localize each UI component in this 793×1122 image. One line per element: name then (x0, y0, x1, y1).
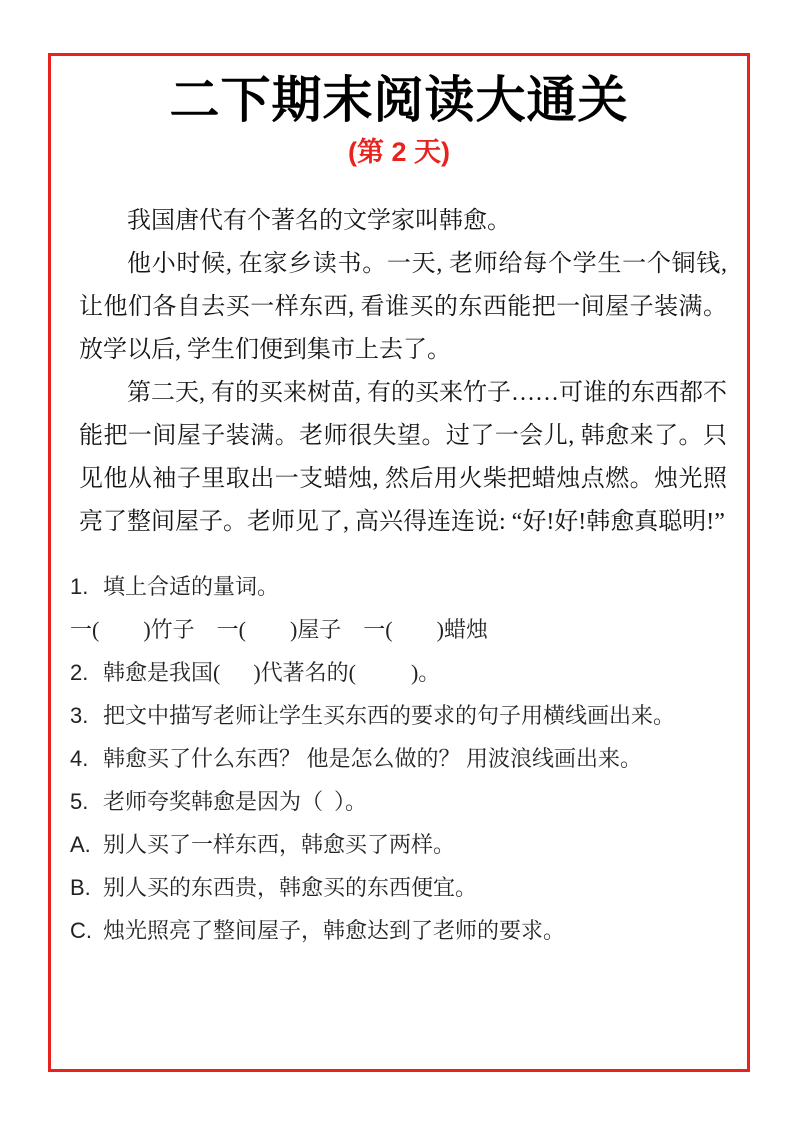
option-c-letter: C. (70, 918, 92, 943)
question-5-option-b (70, 873, 727, 903)
question-1-blanks-text: 一( )竹子 一( )屋子 一( )蜡烛 (70, 617, 488, 642)
passage-paragraph-1: 我国唐代有个著名的文学家叫韩愈。 (127, 208, 511, 234)
reading-passage (79, 200, 733, 544)
worksheet-page-frame (48, 53, 750, 1072)
question-3 (70, 701, 727, 731)
passage-paragraph-3: 第二天, 有的买来树苗, 有的买来竹子……可谁的东西都不能把一间屋子装满。老师很失望。过了一会儿, 韩愈来了。只见他从袖子里取出一支蜡烛, 然后用火柴把蜡烛点燃。烛光照亮了整间屋子。老师见了, 高兴得连连说: “好!好!韩愈真聪明!” (79, 380, 727, 535)
option-b-letter: B. (70, 875, 91, 900)
question-1-text: 填上合适的量词。 (103, 574, 280, 599)
option-a-text: 别人买了一样东西，韩愈买了两样。 (103, 832, 456, 857)
question-4-number: 4. (70, 746, 89, 771)
question-5 (70, 787, 727, 817)
question-3-text: 把文中描写老师让学生买东西的要求的句子用横线画出来。 (103, 703, 676, 728)
question-4 (70, 744, 727, 774)
page-title: 二下期末阅读大通关 (169, 72, 629, 128)
page-subtitle: (第 2 天) (347, 137, 450, 167)
question-5-option-a (70, 830, 727, 860)
option-b-text: 别人买的东西贵，韩愈买的东西便宜。 (103, 875, 478, 900)
option-c-text: 烛光照亮了整间屋子，韩愈达到了老师的要求。 (103, 918, 566, 943)
question-3-number: 3. (70, 703, 89, 728)
question-5-option-c (70, 916, 727, 946)
question-2 (70, 658, 727, 688)
passage-paragraph-2: 他小时候, 在家乡读书。一天, 老师给每个学生一个铜钱, 让他们各自去买一样东西, 看谁买的东西能把一间屋子装满。放学以后, 学生们便到集市上去了。 (79, 251, 733, 363)
question-5-number: 5. (70, 789, 89, 814)
question-5-text: 老师夸奖韩愈是因为（ ）。 (103, 789, 368, 814)
question-2-text: 韩愈是我国( )代著名的( )。 (103, 660, 441, 685)
question-2-number: 2. (70, 660, 89, 685)
question-4-text: 韩愈买了什么东西？ 他是怎么做的？ 用波浪线画出来。 (103, 746, 643, 771)
option-a-letter: A. (70, 832, 91, 857)
question-1-number: 1. (70, 574, 89, 599)
question-1-blanks (70, 615, 727, 645)
question-1 (70, 572, 727, 602)
question-list (70, 572, 727, 946)
